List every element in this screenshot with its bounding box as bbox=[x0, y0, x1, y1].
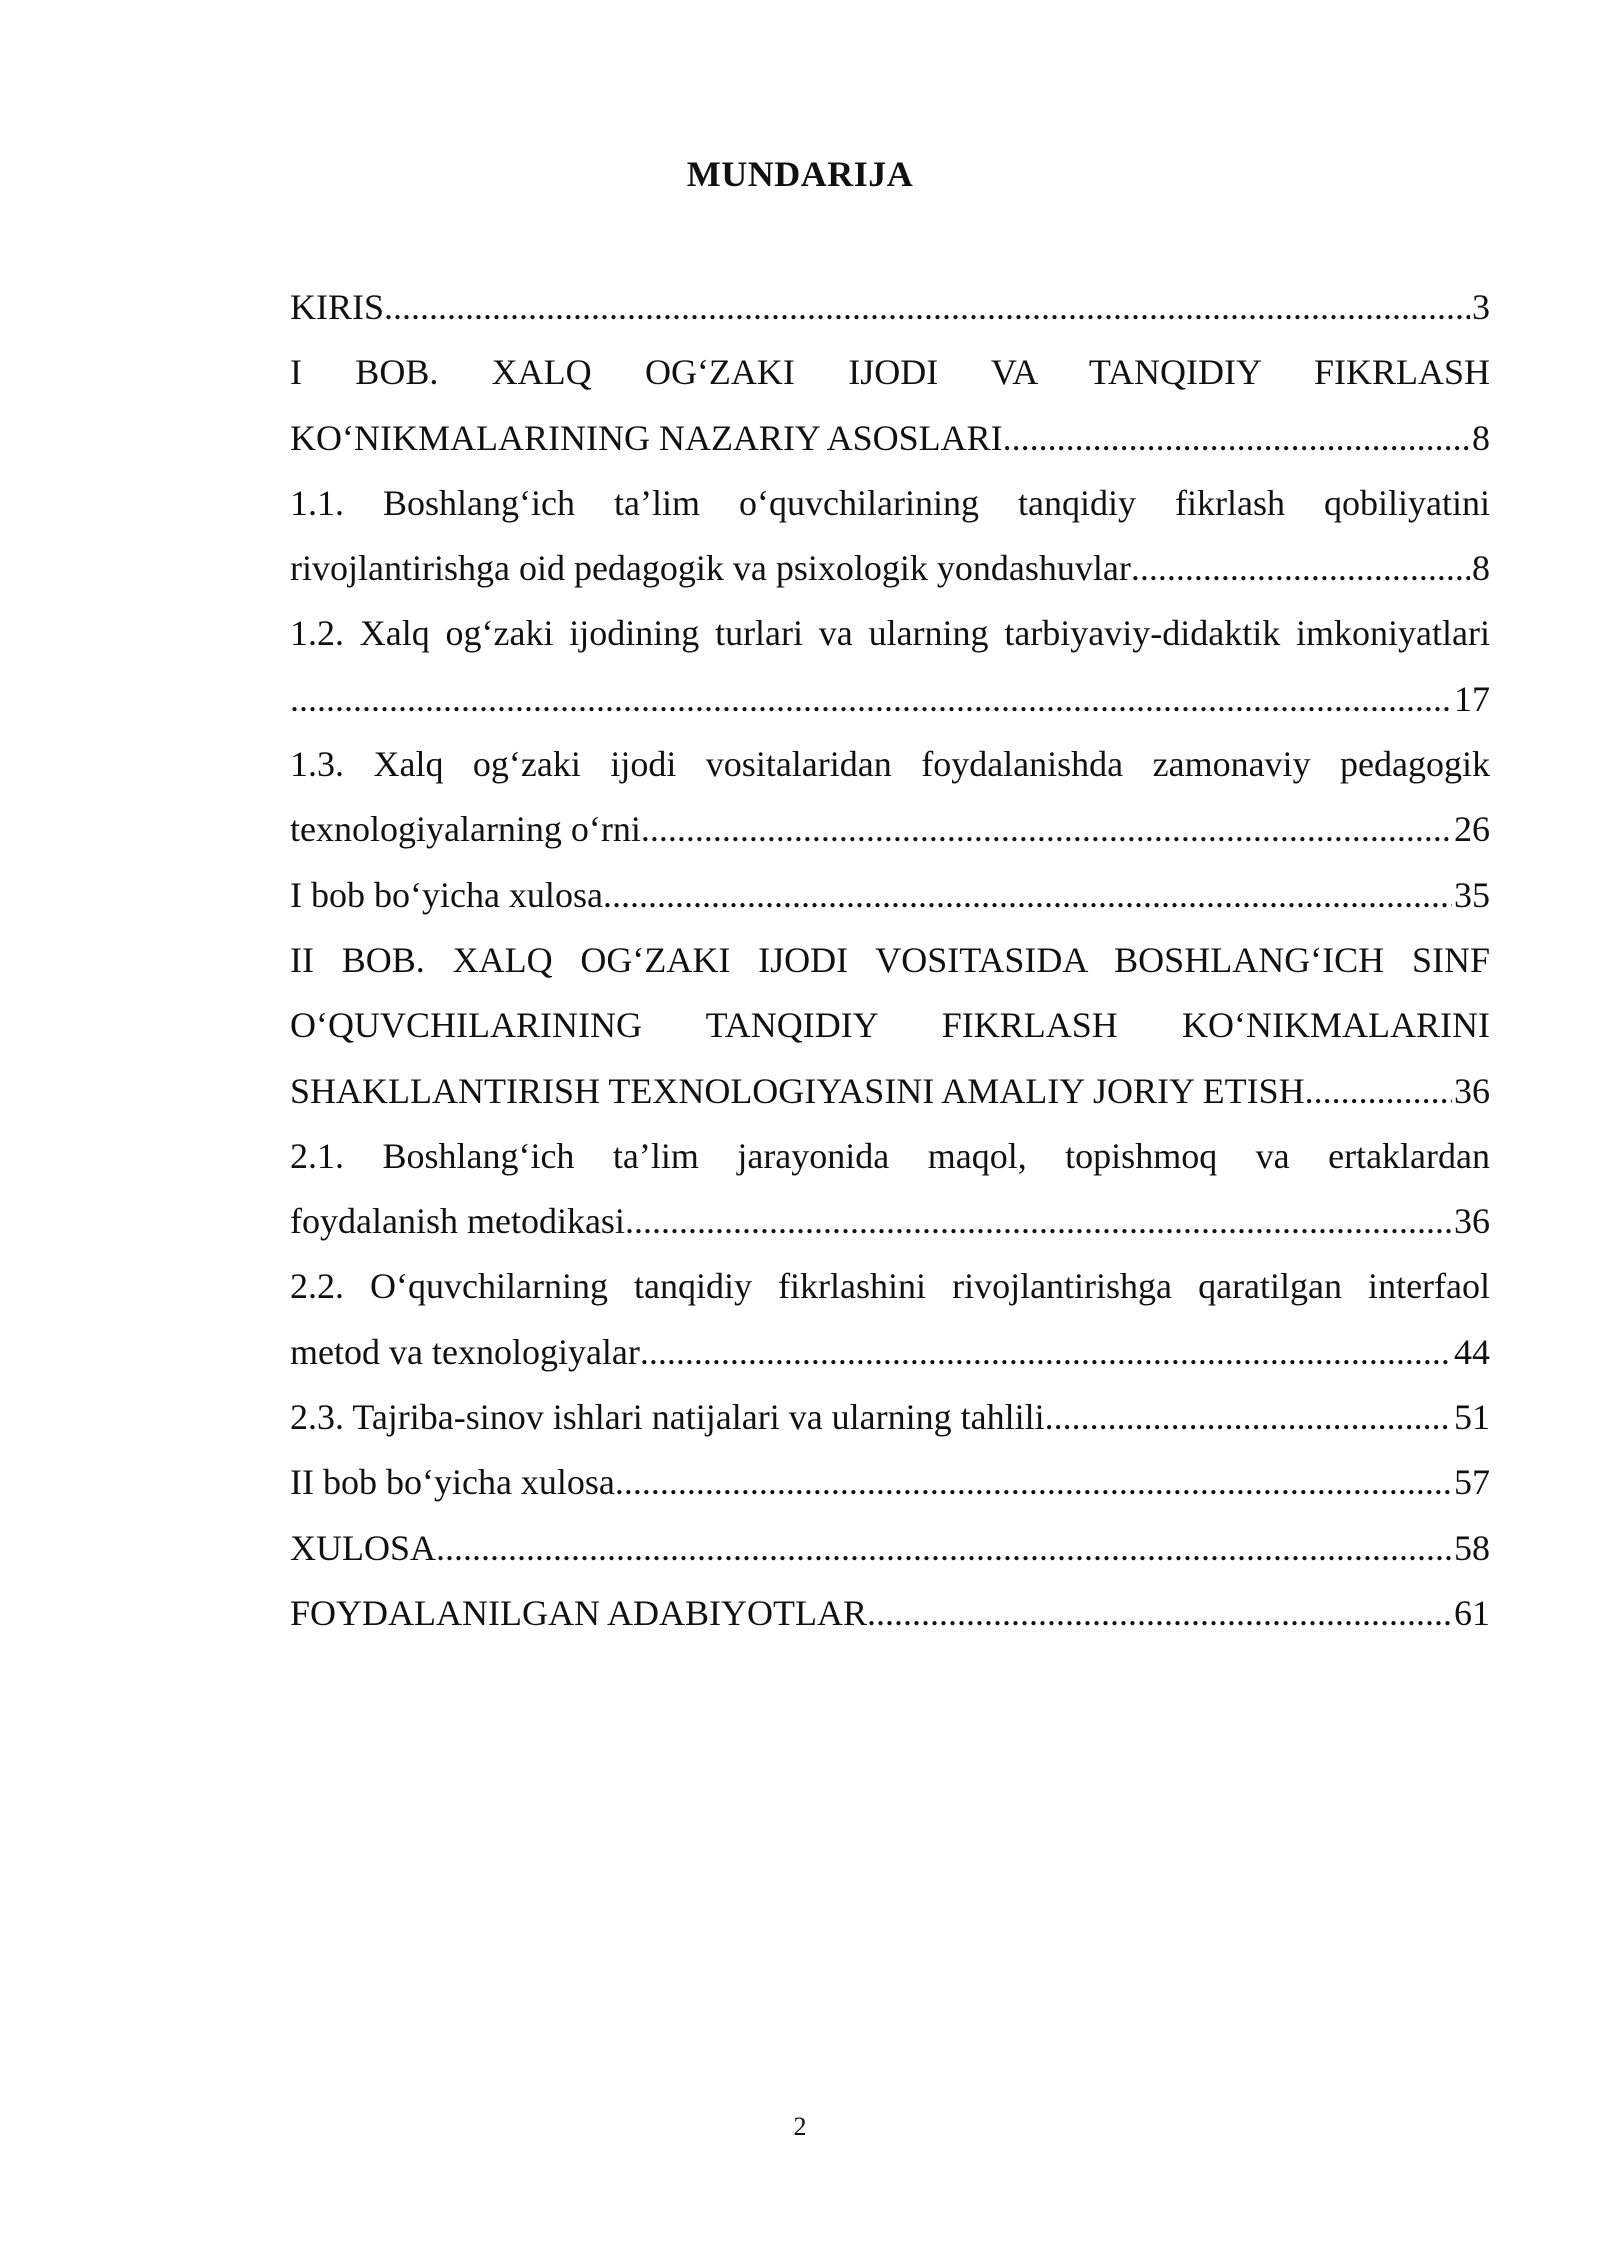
toc-entry-section-2-2[interactable] bbox=[290, 1254, 1490, 1385]
toc-line bbox=[290, 667, 1490, 732]
toc-line bbox=[290, 275, 1490, 340]
toc-line bbox=[290, 536, 1490, 601]
dot-leader bbox=[615, 1450, 1452, 1515]
toc-line bbox=[290, 1581, 1490, 1646]
toc-entry-title: XULOSA bbox=[290, 1527, 437, 1568]
toc-page-number: 26 bbox=[1454, 809, 1490, 850]
toc-entry-title: rivojlantirishga oid pedagogik va psixologik yondashuvlar bbox=[290, 548, 1131, 589]
toc-line: 2.1. Boshlang‘ich ta’lim jarayonida maqol, topishmoq va ertaklardan bbox=[290, 1135, 1490, 1176]
dot-leader bbox=[1003, 406, 1470, 471]
dot-leader bbox=[625, 1189, 1452, 1254]
toc-line bbox=[290, 1059, 1490, 1124]
toc-line bbox=[290, 1320, 1490, 1385]
toc-entry-section-2-3[interactable] bbox=[290, 1385, 1490, 1450]
dot-leader bbox=[1131, 536, 1470, 601]
toc-entry-title: I bob bo‘yicha xulosa bbox=[290, 874, 603, 915]
dot-leader bbox=[384, 275, 1470, 340]
toc-entry-section-1-2[interactable] bbox=[290, 601, 1490, 732]
toc-page-number: 51 bbox=[1454, 1397, 1490, 1438]
toc-page-number: 36 bbox=[1454, 1070, 1490, 1111]
toc-page-number: 58 bbox=[1454, 1527, 1490, 1568]
toc-entry-section-2-1[interactable] bbox=[290, 1124, 1490, 1255]
toc-entry-conclusion[interactable] bbox=[290, 1516, 1490, 1581]
table-of-contents bbox=[290, 275, 1490, 1646]
toc-entry-chapter-2-conclusion[interactable] bbox=[290, 1450, 1490, 1515]
toc-entry-title: foydalanish metodikasi bbox=[290, 1201, 625, 1242]
toc-entry-title: KO‘NIKMALARINING NAZARIY ASOSLARI bbox=[290, 417, 1003, 458]
dot-leader bbox=[867, 1581, 1452, 1646]
toc-line: O‘QUVCHILARINING TANQIDIY FIKRLASH KO‘NIKMALARINI bbox=[290, 1005, 1490, 1046]
toc-line bbox=[290, 1450, 1490, 1515]
toc-page-number: 57 bbox=[1454, 1462, 1490, 1503]
toc-line: 1.1. Boshlang‘ich ta’lim o‘quvchilarining tanqidiy fikrlash qobiliyatini bbox=[290, 482, 1490, 523]
toc-entry-section-1-3[interactable] bbox=[290, 732, 1490, 863]
toc-entry-title: FOYDALANILGAN ADABIYOTLAR bbox=[290, 1592, 867, 1633]
toc-entry-chapter-1-conclusion[interactable] bbox=[290, 863, 1490, 928]
dot-leader bbox=[1045, 1385, 1452, 1450]
page-title: MUNDARIJA bbox=[686, 154, 914, 194]
toc-page-number: 3 bbox=[1472, 287, 1490, 327]
toc-entry-references[interactable] bbox=[290, 1581, 1490, 1646]
toc-line: 2.2. O‘quvchilarning tanqidiy fikrlashini rivojlantirishga qaratilgan interfaol bbox=[290, 1266, 1490, 1307]
dot-leader bbox=[436, 1516, 1452, 1581]
toc-line bbox=[290, 406, 1490, 471]
dot-leader bbox=[290, 667, 1452, 732]
dot-leader bbox=[640, 1320, 1452, 1385]
toc-page-number: 8 bbox=[1472, 548, 1490, 589]
toc-entry-chapter-1[interactable] bbox=[290, 340, 1490, 471]
toc-page-number: 44 bbox=[1454, 1331, 1490, 1372]
toc-entry-kiris[interactable] bbox=[290, 275, 1490, 340]
toc-entry-title: texnologiyalarning o‘rni bbox=[290, 809, 641, 850]
toc-line: I BOB. XALQ OG‘ZAKI IJODI VA TANQIDIY FIKRLASH bbox=[290, 352, 1490, 393]
toc-line bbox=[290, 863, 1490, 928]
toc-line bbox=[290, 1516, 1490, 1581]
toc-entry-section-1-1[interactable] bbox=[290, 471, 1490, 602]
toc-page-number: 61 bbox=[1454, 1592, 1490, 1633]
toc-line bbox=[290, 1189, 1490, 1254]
toc-line: II BOB. XALQ OG‘ZAKI IJODI VOSITASIDA BOSHLANG‘ICH SINF bbox=[290, 939, 1490, 980]
toc-page-number: 35 bbox=[1454, 874, 1490, 915]
toc-entry-title: KIRIS bbox=[290, 287, 385, 327]
toc-line bbox=[290, 797, 1490, 862]
toc-line: 1.2. Xalq og‘zaki ijodining turlari va ularning tarbiyaviy-didaktik imkoniyatlari bbox=[290, 613, 1490, 654]
toc-page-number: 8 bbox=[1472, 417, 1490, 458]
page-number: 2 bbox=[793, 2112, 807, 2141]
toc-entry-title: SHAKLLANTIRISH TEXNOLOGIYASINI AMALIY JORIY ETISH bbox=[290, 1070, 1305, 1111]
dot-leader bbox=[641, 797, 1452, 862]
toc-entry-chapter-2[interactable] bbox=[290, 928, 1490, 1124]
dot-leader bbox=[603, 863, 1452, 928]
dot-leader bbox=[1305, 1059, 1452, 1124]
toc-line: 1.3. Xalq og‘zaki ijodi vositalaridan foydalanishda zamonaviy pedagogik bbox=[290, 744, 1490, 785]
toc-entry-title: 2.3. Tajriba-sinov ishlari natijalari va ularning tahlili bbox=[290, 1397, 1045, 1438]
toc-line bbox=[290, 1385, 1490, 1450]
toc-entry-title: metod va texnologiyalar bbox=[290, 1331, 640, 1372]
toc-page-number: 36 bbox=[1454, 1201, 1490, 1242]
toc-entry-title: II bob bo‘yicha xulosa bbox=[290, 1462, 615, 1503]
toc-page-number: 17 bbox=[1454, 678, 1490, 719]
